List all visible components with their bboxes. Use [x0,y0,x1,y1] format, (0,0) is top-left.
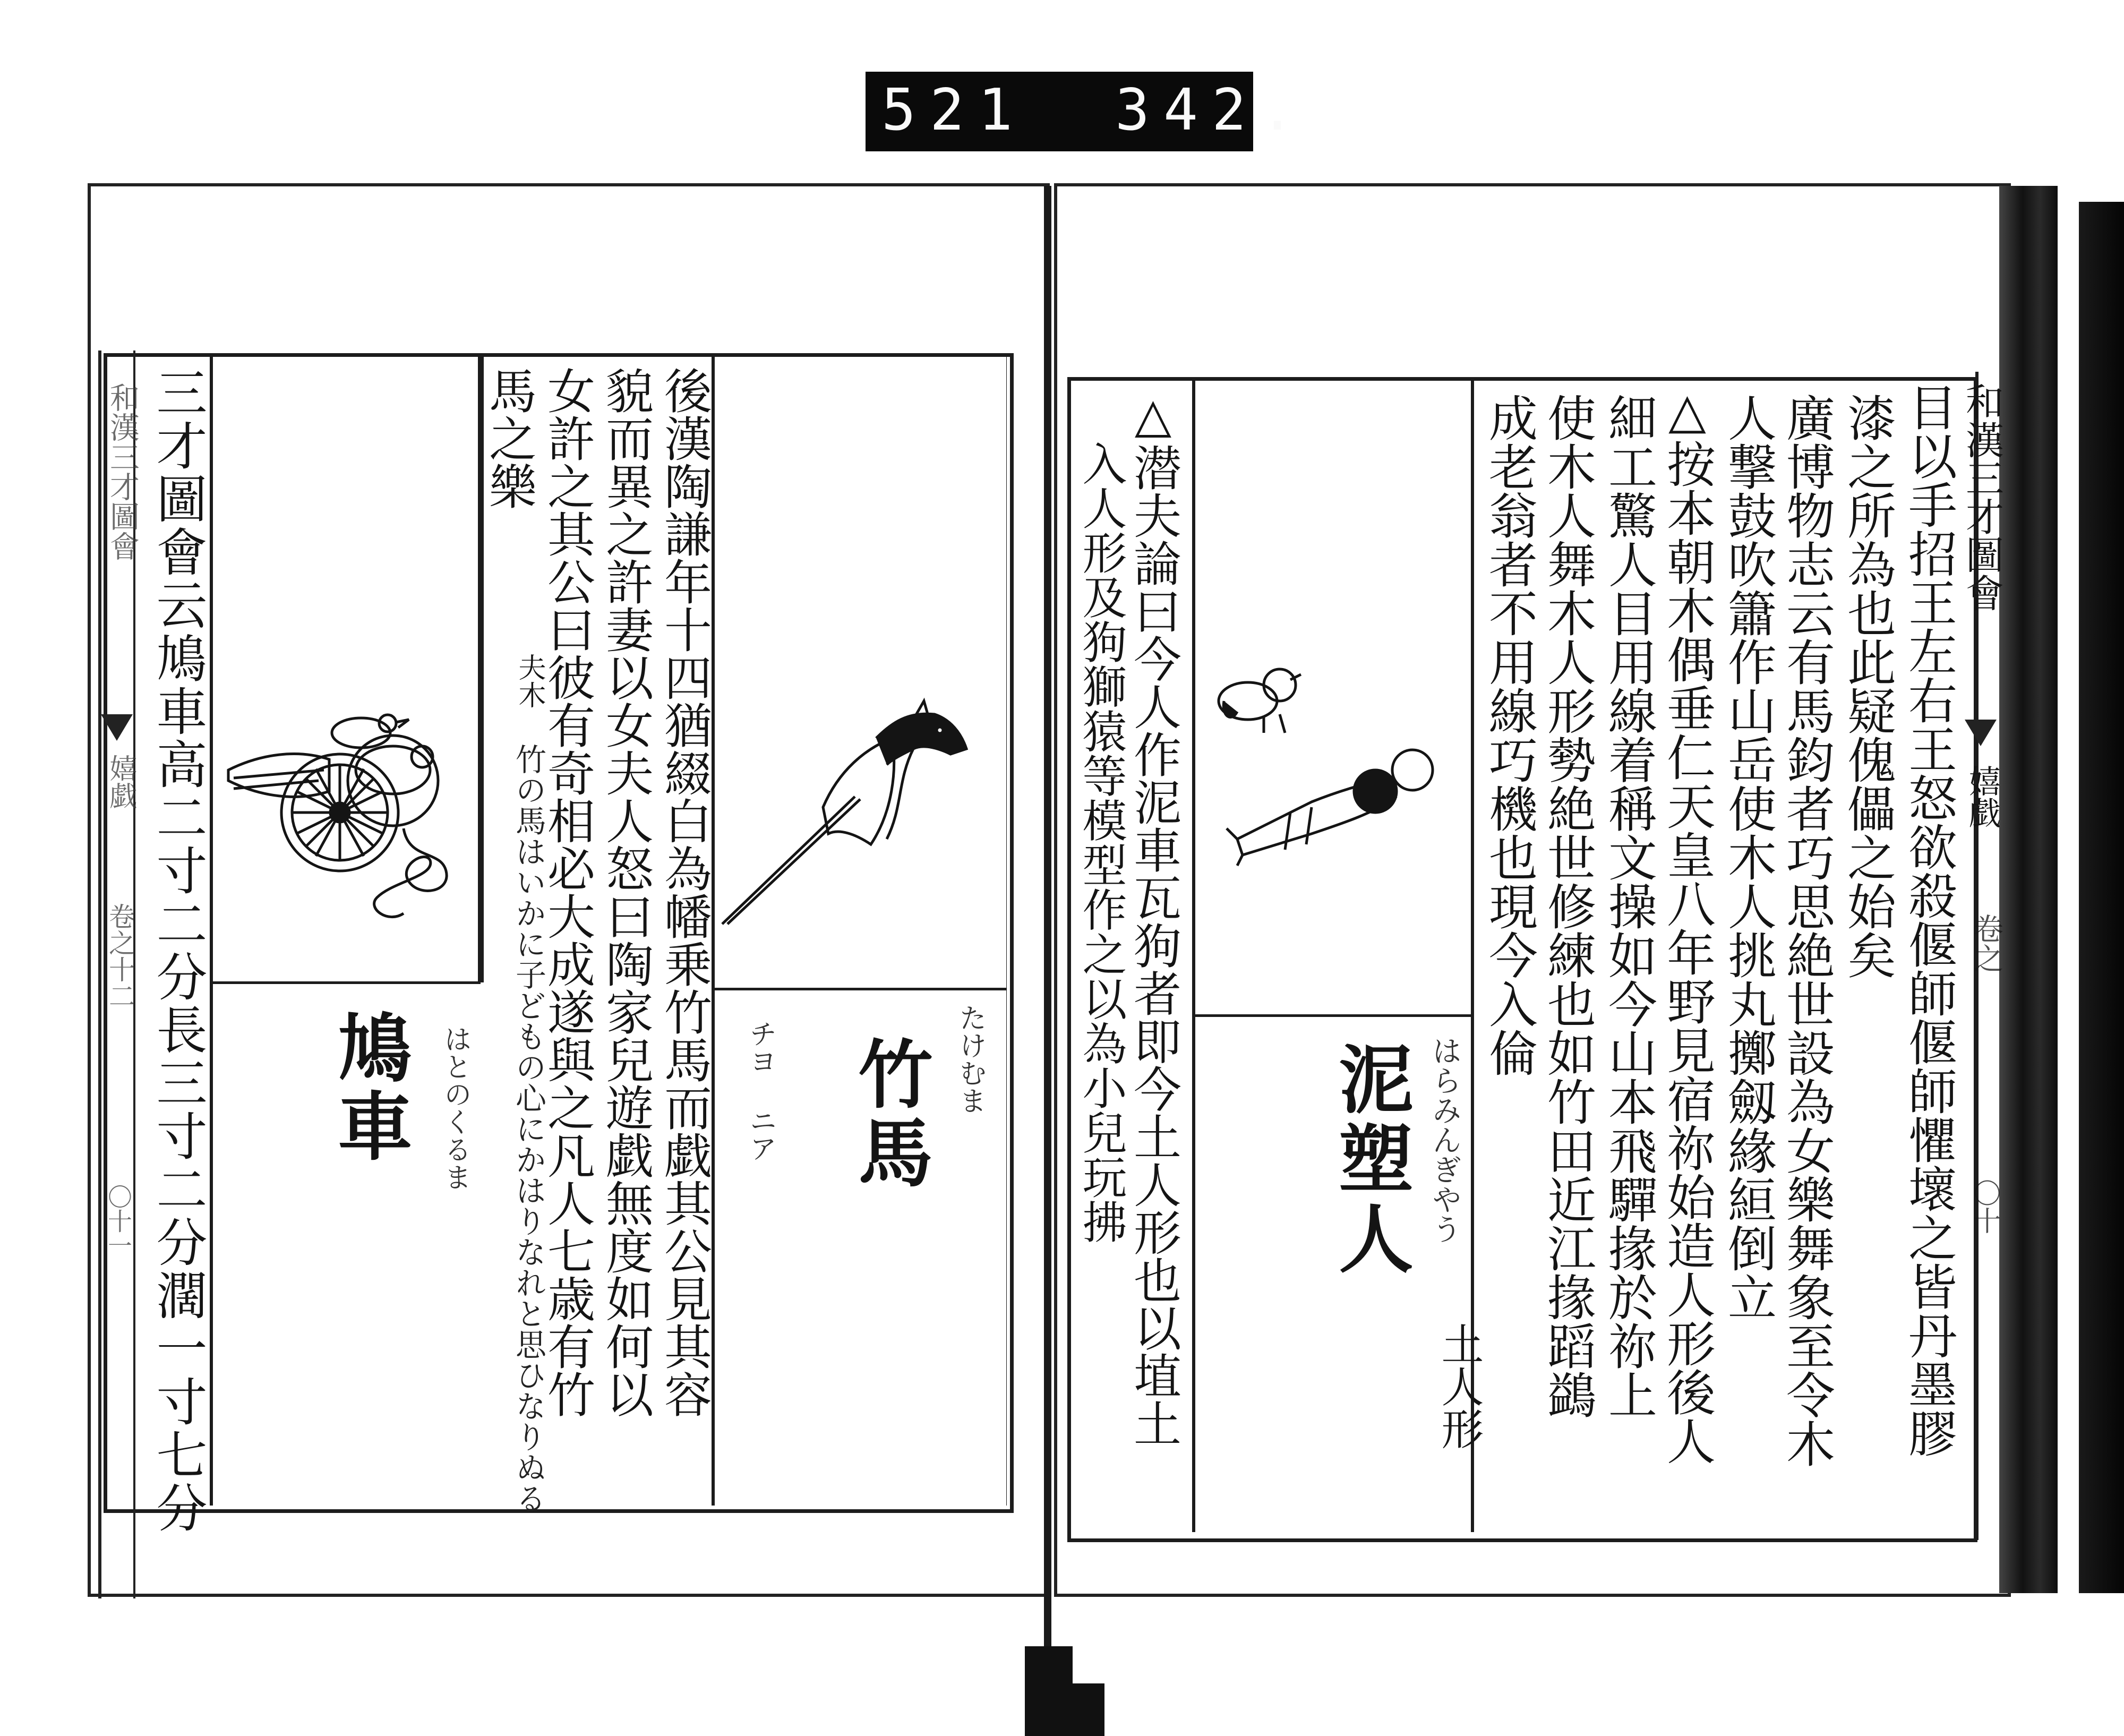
doll-text-3: 廣博物志云有馬鈞者巧思絶世設為女樂舞象至令木 [1778,393,1835,1468]
right-illus-divider [1195,1014,1471,1017]
left-margin-folio: 卷之十二 [105,903,135,1009]
fold-marker-right [1965,720,1997,746]
bamboo-horse-illustration [717,690,972,945]
bamboo-horse-head [876,714,966,765]
doll-text-5: △按本朝木偶垂仁天皇八年野見宿祢始造人形後人 [1659,382,1716,1465]
take-uma-text-1: 後漢陶謙年十四猶綴白為幡乗竹馬而戯其公見其容 [656,366,712,1418]
hato-car-illustration [218,690,473,929]
bamboo-horse-pron: チヨ ニア [744,1020,776,1162]
doll-text-8: 成老翁者不用線巧機也現今入倫 [1481,393,1538,1077]
left-margin-page-no: 〇十一 [104,1184,133,1258]
take-uma-text-4: 馬之樂 [481,366,536,510]
hato-car-reading: はとのくるま [439,1025,471,1191]
right-margin-title: 和漢三才圖會 [1959,382,2004,612]
clay-doll-alt-name: 土人形 [1434,1322,1484,1450]
left-divider-3 [712,356,715,1506]
catalog-number-right: 342. [1115,77,1309,143]
catalog-number-left: 521 [881,77,1027,143]
hato-car-heading: 鳩車 [326,1009,413,1166]
poem-mark: 夫木 [513,653,545,708]
take-uma-poem: 竹の馬はいかに子どもの心にかはりなれと思ひなりぬる [510,743,546,1513]
doll-text-1: 目以手招王左右王怒欲殺偃師偃師懼壞之皆丹墨膠 [1900,382,1957,1457]
left-margin-title: 和漢三才圖會 [105,382,140,561]
book-spine [1044,186,1051,1652]
left-illus-divider-2 [714,988,1006,990]
clay-figure-person [1227,750,1433,866]
right-margin-page-no: 〇十 [1968,1179,2000,1234]
clay-note-2: 入人形及狗獅猿等模型作之以為小兒玩拂 [1075,441,1127,1244]
clay-note-1: △潜夫論曰今人作泥車瓦狗者即今土人形也以埴土 [1125,388,1181,1447]
catalog-label [866,72,1309,151]
left-divider-5 [1006,356,1007,1506]
hato-car-bird-1 [332,718,390,748]
left-divider-1 [210,356,213,1506]
right-divider-2 [1192,380,1195,1532]
left-margin-chapter: 嬉戯 [105,754,136,809]
clay-doll-reading: はらみんぎやう [1427,1036,1462,1244]
hato-car-string [374,828,447,917]
clay-figure-drum [1354,770,1397,813]
doll-text-7: 使木人舞木人形勢絶世修練也如竹田近江掾蹈鷁 [1539,393,1596,1419]
bamboo-horse-reading: たけむま [954,1004,986,1114]
clay-doll-illustration [1205,664,1460,903]
spine-foot-2 [1067,1683,1104,1736]
right-margin-folio: 卷之 [1969,913,2003,973]
bamboo-horse-stick [722,797,855,924]
spine-foot-1 [1025,1646,1073,1736]
take-uma-text-3: 女許之其公曰彼有奇相必大成遂與之凡人七歳有竹 [539,366,595,1418]
right-margin-chapter: 嬉戯 [1964,765,2001,828]
left-illus-divider-1 [210,981,481,984]
hato-car-text: 三才圖會云鳩車高二寸二分長三寸二分濶一寸七分 [148,366,208,1535]
clay-dog-figure [1219,669,1301,733]
clay-doll-heading: 泥塑人 [1326,1041,1414,1280]
bamboo-horse-heading: 竹馬 [846,1036,933,1193]
doll-text-6: 細工驚人目用線着稱文操如今山本飛驒掾於祢上 [1600,393,1657,1419]
take-uma-text-2: 貌而異之許妻以女夫人怒曰陶家兒遊戯無度如何以 [597,366,653,1418]
doll-text-2: 漆之所為也此疑傀儡之始矣 [1839,393,1896,979]
fold-marker-left [101,714,133,741]
doll-text-4: 人撃鼓吹簫作山岳使木人挑丸擲劔緣絙倒立 [1720,393,1777,1321]
right-edge-shadow [2079,202,2124,1593]
